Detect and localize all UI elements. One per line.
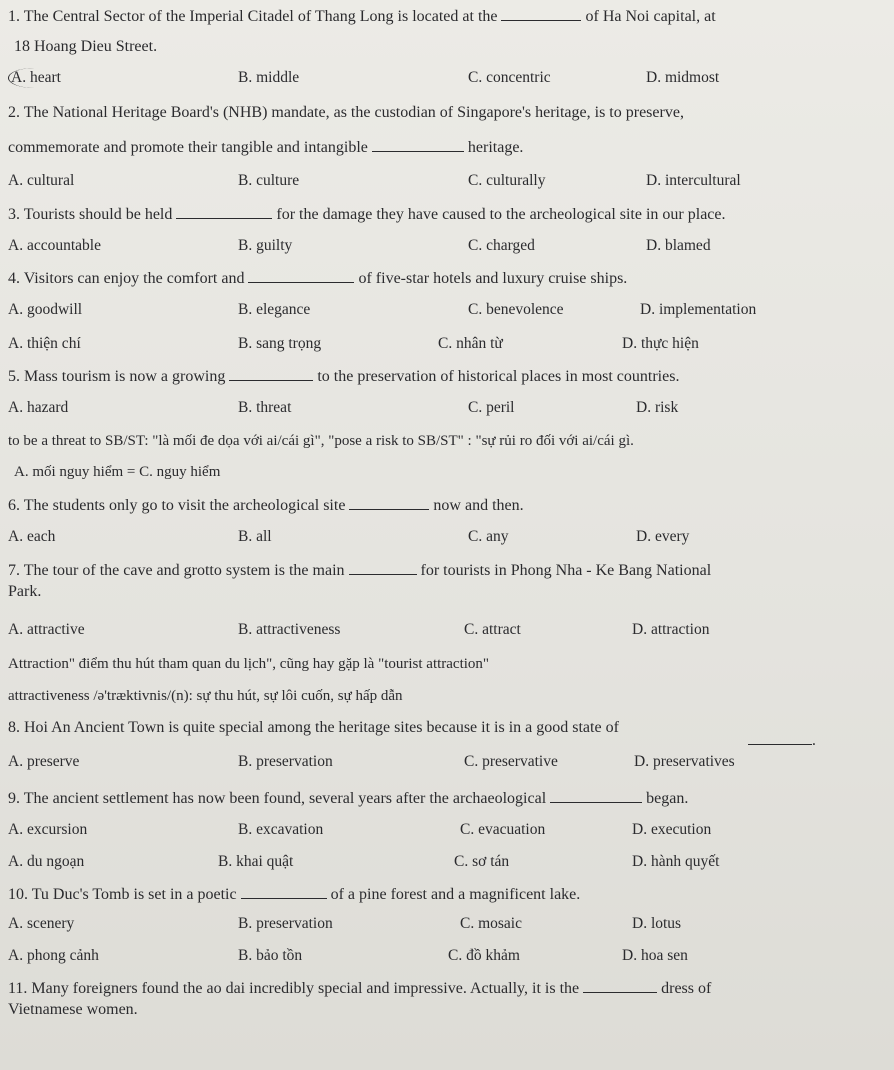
q2-stem-part1: 2. The National Heritage Board's (NHB) mandate, as the custodian of Singapore's heritage, is to preserve, [8,104,684,121]
q10-translation-b: B. bảo tồn [238,947,303,964]
q10-option-d[interactable]: D. lotus [632,915,682,932]
q4-option-c[interactable]: C. benevolence [468,301,564,318]
q4-blank[interactable] [248,268,354,283]
q9-stem-part1: 9. The ancient settlement has now been found, several years after the archaeological [8,790,547,807]
q8-option-d[interactable]: D. preservatives [634,753,735,770]
q2-option-d[interactable]: D. intercultural [646,172,741,189]
q2-stem-part2: commemorate and promote their tangible and intangible [8,139,368,156]
q9-blank[interactable] [550,788,642,803]
q7-option-c[interactable]: C. attract [464,621,521,638]
q7-blank[interactable] [349,560,417,575]
q7-stem [8,560,886,581]
q3-stem-part1: 3. Tourists should be held [8,206,173,223]
q8-stem-period: . [812,732,816,749]
q9-translation-a: A. du ngoạn [8,853,85,870]
q1-option-b[interactable]: B. middle [238,69,300,86]
q11-stem-part3: Vietnamese women. [8,1001,138,1018]
q4-option-a[interactable]: A. goodwill [8,301,83,318]
q10-option-a[interactable]: A. scenery [8,915,75,932]
q1-option-c[interactable]: C. concentric [468,69,551,86]
q8-stem [748,730,816,751]
q7-option-d[interactable]: D. attraction [632,621,710,638]
q2-option-a[interactable]: A. cultural [8,172,75,189]
q5-note-synonyms: A. mối nguy hiểm = C. nguy hiểm [14,464,221,480]
q5-option-d[interactable]: D. risk [636,399,679,416]
q1-stem-part3: 18 Hoang Dieu Street. [14,38,158,55]
q5-option-b[interactable]: B. threat [238,399,292,416]
q9-stem [8,788,886,809]
q6-stem-part2: now and then. [433,497,524,514]
q2-blank[interactable] [372,137,464,152]
q9-translation-c: C. sơ tán [454,853,510,870]
q5-note-collocation: to be a threat to SB/ST: "là mối đe dọa với ai/cái gì", "pose a risk to SB/ST" : "sự rủi ro đối với ai/cái gì. [8,433,634,449]
q4-stem [8,268,886,289]
q11-stem [8,978,886,999]
q9-option-b[interactable]: B. excavation [238,821,324,838]
q2-option-b[interactable]: B. culture [238,172,300,189]
q4-translation-d: D. thực hiện [622,335,699,352]
q8-option-a[interactable]: A. preserve [8,753,80,770]
q9-option-d[interactable]: D. execution [632,821,712,838]
q1-blank[interactable] [501,6,581,21]
q5-stem-part1: 5. Mass tourism is now a growing [8,368,226,385]
q2-stem-part3: heritage. [467,139,524,156]
q7-stem-part2: for tourists in Phong Nha - Ke Bang National [420,562,712,579]
q4-translation-c: C. nhân từ [438,335,503,352]
q10-translation-c: C. đồ khảm [448,947,520,964]
q2-option-c[interactable]: C. culturally [468,172,546,189]
q6-option-b[interactable]: B. all [238,528,272,545]
q5-option-c[interactable]: C. peril [468,399,515,416]
q6-stem-part1: 6. The students only go to visit the archeological site [8,497,346,514]
q11-blank[interactable] [583,978,657,993]
q6-stem [8,495,886,516]
q8-stem-part1: 8. Hoi An Ancient Town is quite special among the heritage sites because it is in a good state of [8,719,619,736]
q11-stem-part1: 11. Many foreigners found the ao dai incredibly special and impressive. Actually, it is the [8,980,580,997]
q7-stem-part1: 7. The tour of the cave and grotto system is the main [8,562,345,579]
q9-option-a[interactable]: A. excursion [8,821,88,838]
q7-option-a[interactable]: A. attractive [8,621,85,638]
q6-option-c[interactable]: C. any [468,528,509,545]
q7-note-attraction: Attraction" điểm thu hút tham quan du lịch", cũng hay gặp là "tourist attraction" [8,656,490,672]
q10-option-c[interactable]: C. mosaic [460,915,522,932]
q3-option-c[interactable]: C. charged [468,237,535,254]
q3-blank[interactable] [176,204,272,219]
q10-stem [8,884,886,905]
q10-translation-a: A. phong cảnh [8,947,99,964]
q4-stem-part1: 4. Visitors can enjoy the comfort and [8,270,245,287]
q4-option-d[interactable]: D. implementation [640,301,757,318]
q3-option-d[interactable]: D. blamed [646,237,711,254]
q9-translation-d: D. hành quyết [632,853,720,870]
q6-option-d[interactable]: D. every [636,528,690,545]
q1-stem [8,6,886,27]
q3-stem [8,204,886,225]
q7-note-attractiveness: attractiveness /ə'træktivnis/(n): sự thu hút, sự lôi cuốn, sự hấp dẫn [8,688,403,704]
q8-blank[interactable] [748,730,812,745]
q10-stem-part2: of a pine forest and a magnificent lake. [330,886,581,903]
q10-blank[interactable] [241,884,327,899]
q6-option-a[interactable]: A. each [8,528,56,545]
q3-option-a[interactable]: A. accountable [8,237,101,254]
q8-option-c[interactable]: C. preservative [464,753,558,770]
q1-option-a[interactable]: A. heart [8,68,61,88]
q7-option-b[interactable]: B. attractiveness [238,621,341,638]
q1-stem-part2: of Ha Noi capital, at [585,8,716,25]
q1-option-d[interactable]: D. midmost [646,69,720,86]
q10-option-b[interactable]: B. preservation [238,915,333,932]
q3-option-b[interactable]: B. guilty [238,237,293,254]
q9-option-c[interactable]: C. evacuation [460,821,546,838]
q5-blank[interactable] [229,366,313,381]
q11-stem-part2: dress of [661,980,712,997]
q10-stem-part1: 10. Tu Duc's Tomb is set in a poetic [8,886,237,903]
q10-translation-d: D. hoa sen [622,947,688,964]
q8-option-b[interactable]: B. preservation [238,753,333,770]
q5-option-a[interactable]: A. hazard [8,399,69,416]
q9-stem-part2: began. [646,790,689,807]
q5-stem [8,366,886,387]
q7-stem-part3: Park. [8,583,42,600]
q9-translation-b: B. khai quật [218,853,294,870]
q1-stem-part1: 1. The Central Sector of the Imperial Citadel of Thang Long is located at the [8,8,498,25]
q4-translation-a: A. thiện chí [8,335,81,352]
q6-blank[interactable] [349,495,429,510]
q2-stem [8,137,886,158]
q3-stem-part2: for the damage they have caused to the archeological site in our place. [276,206,726,223]
q4-stem-part2: of five-star hotels and luxury cruise ships. [358,270,628,287]
q4-option-b[interactable]: B. elegance [238,301,311,318]
q4-translation-b: B. sang trọng [238,335,322,352]
q5-stem-part2: to the preservation of historical places in most countries. [317,368,680,385]
